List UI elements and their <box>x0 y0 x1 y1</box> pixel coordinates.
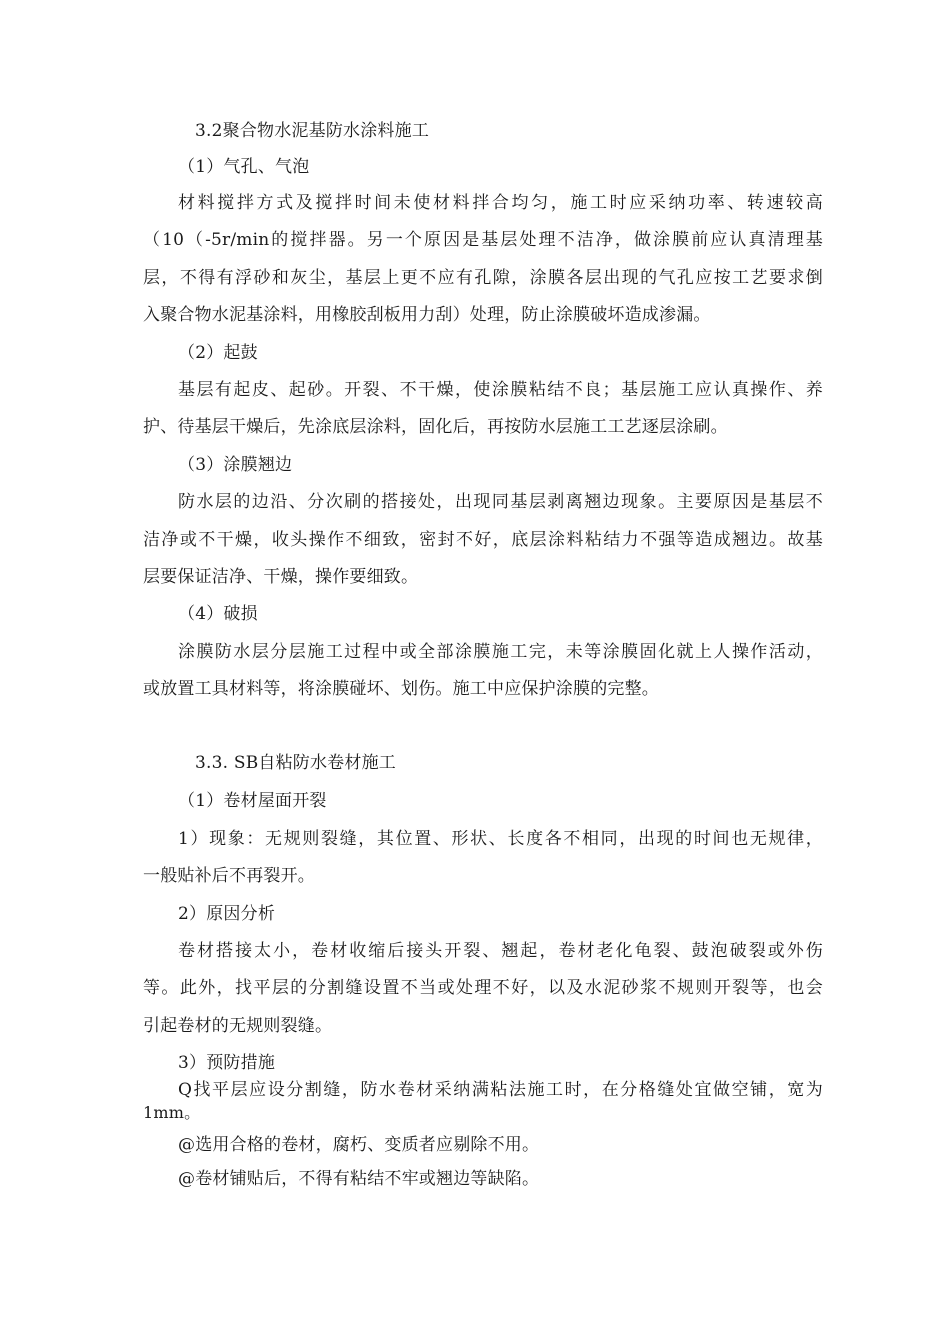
paragraph-line: @选用合格的卷材，腐朽、变质者应剔除不用。 <box>178 1135 540 1155</box>
paragraph-line: 涂膜防水层分层施工过程中或全部涂膜施工完，未等涂膜固化就上人操作活动， <box>178 642 823 662</box>
paragraph-line: 层要保证洁净、干燥，操作要细致。 <box>143 567 419 587</box>
paragraph-line: 卷材搭接太小，卷材收缩后接头开裂、翘起，卷材老化龟裂、鼓泡破裂或外伤 <box>178 941 823 961</box>
paragraph-line: @卷材铺贴后，不得有粘结不牢或翘边等缺陷。 <box>178 1169 540 1189</box>
paragraph-line: 防水层的边沿、分次刷的搭接处，出现同基层剥离翘边现象。主要原因是基层不 <box>178 492 823 512</box>
item-3-heading: （3）涂膜翘边 <box>178 455 293 475</box>
paragraph-line: 材料搅拌方式及搅拌时间未使材料拌合均匀，施工时应采纳功率、转速较高 <box>178 193 823 213</box>
paragraph-line: 1mm。 <box>143 1103 201 1122</box>
paragraph-line: （10（-5r/min的搅拌器。另一个原因是基层处理不洁净，做涂膜前应认真清理基 <box>143 230 823 250</box>
paragraph-line: 或放置工具材料等，将涂膜碰坏、划伤。施工中应保护涂膜的完整。 <box>143 679 659 699</box>
paragraph-line: 洁净或不干燥，收头操作不细致，密封不好，底层涂料粘结力不强等造成翘边。故基 <box>143 530 823 550</box>
section-3-2-title: 3.2聚合物水泥基防水涂料施工 <box>195 121 430 141</box>
paragraph-line: 等。此外，找平层的分割缝设置不当或处理不好，以及水泥砂浆不规则开裂等，也会 <box>143 978 823 998</box>
item-2-heading: （2）起鼓 <box>178 343 258 363</box>
paragraph-line: 层，不得有浮砂和灰尘，基层上更不应有孔隙，涂膜各层出现的气孔应按工艺要求倒 <box>143 268 823 288</box>
paragraph-line: 引起卷材的无规则裂缝。 <box>143 1016 333 1036</box>
paragraph-line: 护、待基层干燥后，先涂底层涂料，固化后，再按防水层施工工艺逐层涂刷。 <box>143 417 728 437</box>
paragraph-line: 1）现象：无规则裂缝，其位置、形状、长度各不相同，出现的时间也无规律， <box>178 829 823 849</box>
paragraph-line: 基层有起皮、起砂。开裂、不干燥，使涂膜粘结不良；基层施工应认真操作、养 <box>178 380 823 400</box>
item-1-heading: （1）卷材屋面开裂 <box>178 791 327 811</box>
paragraph-line: 入聚合物水泥基涂料，用橡胶刮板用力刮）处理，防止涂膜破坏造成渗漏。 <box>143 305 711 325</box>
item-1-heading: （1）气孔、气泡 <box>178 157 310 177</box>
paragraph-line: 一般贴补后不再裂开。 <box>143 866 315 886</box>
cause-heading: 2）原因分析 <box>178 904 276 924</box>
item-4-heading: （4）破损 <box>178 604 258 624</box>
paragraph-line: Q找平层应设分割缝，防水卷材采纳满粘法施工时，在分格缝处宜做空铺，宽为 <box>178 1080 823 1100</box>
prevention-heading: 3）预防措施 <box>178 1053 276 1073</box>
section-3-3-title: 3.3. SB自粘防水卷材施工 <box>195 753 396 773</box>
